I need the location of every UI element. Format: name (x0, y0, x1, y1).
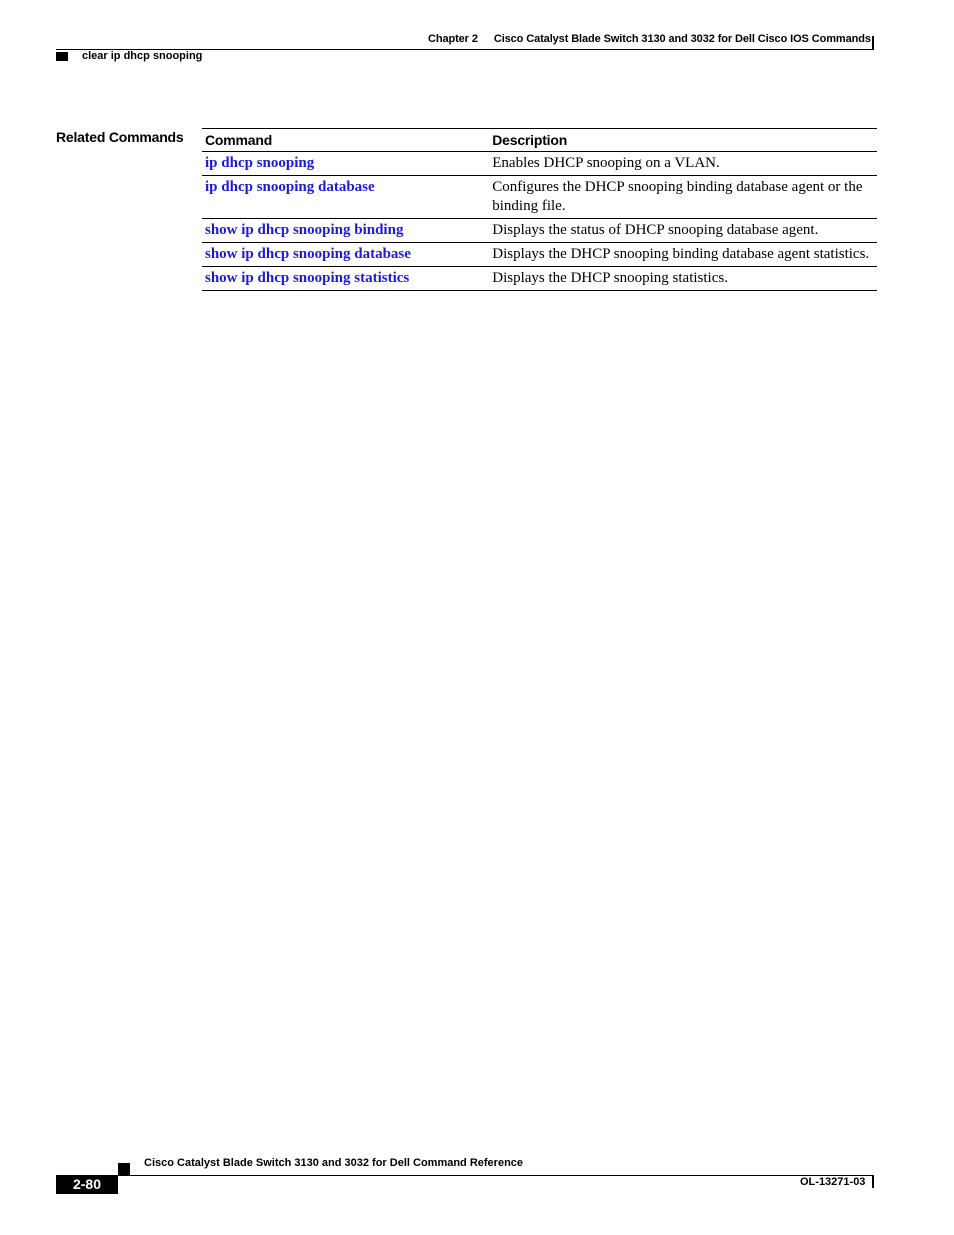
document-number: OL-13271-03 (800, 1176, 866, 1188)
command-link[interactable]: ip dhcp snooping (202, 152, 489, 176)
footer-marker-block (118, 1163, 130, 1175)
command-description: Displays the DHCP snooping binding database agent statistics. (489, 243, 877, 267)
chapter-title: Cisco Catalyst Blade Switch 3130 and 3032 for Dell Cisco IOS Commands (493, 33, 871, 45)
header-vertical-rule (872, 36, 874, 50)
command-description: Configures the DHCP snooping binding database agent or the binding file. (489, 176, 877, 219)
table-row (202, 267, 877, 291)
related-commands-label: Related Commands (56, 129, 184, 145)
table-row (202, 243, 877, 267)
command-description: Displays the DHCP snooping statistics. (489, 267, 877, 291)
column-header-description: Description (489, 129, 877, 152)
running-header (428, 33, 871, 45)
footer-vertical-rule (872, 1175, 874, 1188)
related-commands-table (202, 128, 877, 291)
chapter-number: Chapter 2 (428, 33, 478, 45)
command-link[interactable]: show ip dhcp snooping database (202, 243, 489, 267)
command-link[interactable]: show ip dhcp snooping statistics (202, 267, 489, 291)
footer-title: Cisco Catalyst Blade Switch 3130 and 3032 for Dell Command Reference (144, 1157, 524, 1169)
footer-rule (118, 1175, 874, 1176)
command-link[interactable]: ip dhcp snooping database (202, 176, 489, 219)
command-description: Displays the status of DHCP snooping database agent. (489, 219, 877, 243)
column-header-command: Command (202, 129, 489, 152)
header-marker-block (56, 52, 68, 61)
command-description: Enables DHCP snooping on a VLAN. (489, 152, 877, 176)
command-link[interactable]: show ip dhcp snooping binding (202, 219, 489, 243)
page-number: 2-80 (56, 1175, 118, 1194)
table-row (202, 219, 877, 243)
table-row (202, 152, 877, 176)
section-title: clear ip dhcp snooping (82, 50, 203, 62)
table-header-row (202, 129, 877, 152)
table-row (202, 176, 877, 219)
